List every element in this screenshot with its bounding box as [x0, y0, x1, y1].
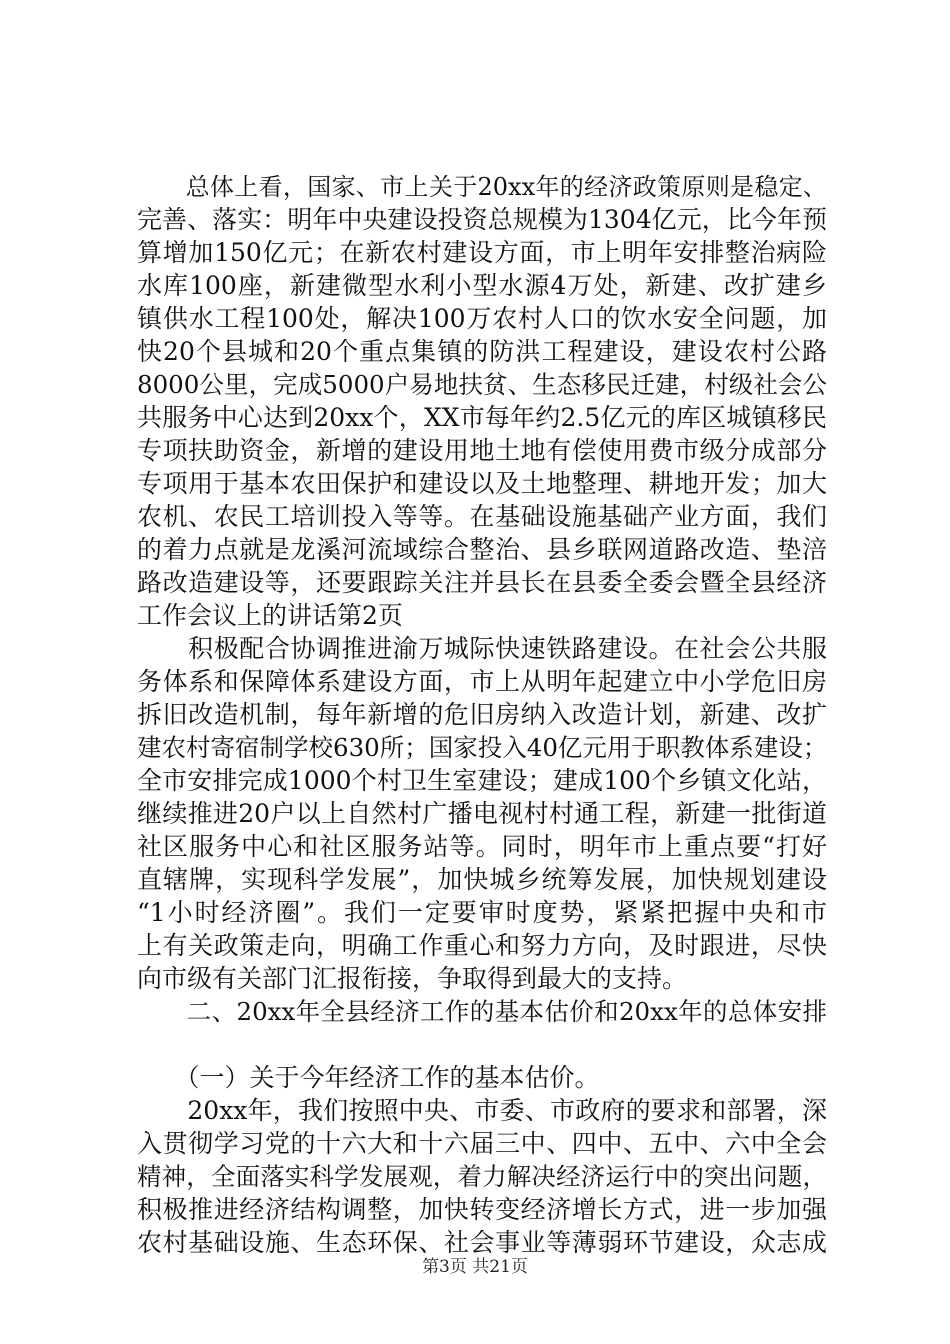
text-line: 社区服务中心和社区服务站等。同时，明年市上重点要“打好: [137, 832, 827, 861]
text-line: 20xx年，我们按照中央、市委、市政府的要求和部署，深: [137, 1096, 827, 1125]
section-heading: 二、20xx年全县经济工作的基本估价和20xx年的总体安排: [137, 997, 827, 1026]
text-line: 积极推进经济结构调整，加快转变经济增长方式，进一步加强: [137, 1195, 827, 1224]
text-line: 务体系和保障体系建设方面，市上从明年起建立中小学危旧房: [137, 667, 827, 696]
text-line: 工作会议上的讲话第2页: [137, 601, 403, 630]
text-line: 8000公里，完成5000户易地扶贫、生态移民迁建，村级社会公: [137, 370, 827, 399]
text-line: 算增加150亿元；在新农村建设方面，市上明年安排整治病险: [137, 238, 827, 267]
text-line: 总体上看，国家、市上关于20xx年的经济政策原则是稳定、: [137, 173, 827, 201]
text-line: 专项扶助资金，新增的建设用地土地有偿使用费市级分成部分: [137, 436, 827, 465]
text-line: 全市安排完成1000个村卫生室建设；建成100个乡镇文化站，: [137, 766, 827, 795]
text-line: 农机、农民工培训投入等等。在基础设施基础产业方面，我们: [137, 502, 827, 531]
text-line: 水库100座，新建微型水利小型水源4万处，新建、改扩建乡: [137, 271, 827, 300]
subsection-heading: （一）关于今年经济工作的基本估价。: [137, 1063, 600, 1092]
text-line: 入贯彻学习党的十六大和十六届三中、四中、五中、六中全会: [137, 1129, 827, 1158]
text-line: 继续推进20户以上自然村广播电视村村通工程，新建一批街道: [137, 799, 827, 828]
text-line: 快20个县城和20个重点集镇的防洪工程建设，建设农村公路: [137, 337, 827, 366]
text-line: 上有关政策走向，明确工作重心和努力方向，及时跟进，尽快: [137, 931, 827, 960]
text-line: 积极配合协调推进渝万城际快速铁路建设。在社会公共服: [137, 634, 827, 663]
text-line: 镇供水工程100处，解决100万农村人口的饮水安全问题，加: [137, 304, 827, 333]
text-line: 完善、落实：明年中央建设投资总规模为1304亿元，比今年预: [137, 205, 827, 234]
text-line: 专项用于基本农田保护和建设以及土地整理、耕地开发；加大: [137, 469, 827, 498]
text-line: 精神，全面落实科学发展观，着力解决经济运行中的突出问题，: [137, 1162, 827, 1191]
text-line: 路改造建设等，还要跟踪关注并县长在县委全委会暨全县经济: [137, 568, 827, 597]
text-line: 向市级有关部门汇报衔接，争取得到最大的支持。: [137, 964, 688, 993]
text-line: 共服务中心达到20xx个，XX市每年约2.5亿元的库区城镇移民: [137, 403, 827, 432]
text-line: “1小时经济圈”。我们一定要审时度势，紧紧把握中央和市: [137, 898, 827, 927]
page-number: 第3页 共21页: [422, 1257, 528, 1277]
text-line: 农村基础设施、生态环保、社会事业等薄弱环节建设，众志成: [137, 1228, 827, 1257]
text-line: 建农村寄宿制学校630所；国家投入40亿元用于职教体系建设；: [137, 733, 828, 762]
text-line: 直辖牌，实现科学发展”，加快城乡统筹发展，加快规划建设: [137, 865, 827, 894]
text-line: 拆旧改造机制，每年新增的危旧房纳入改造计划，新建、改扩: [137, 700, 827, 729]
text-line: 的着力点就是龙溪河流域综合整治、县乡联网道路改造、垫涪: [137, 535, 827, 564]
